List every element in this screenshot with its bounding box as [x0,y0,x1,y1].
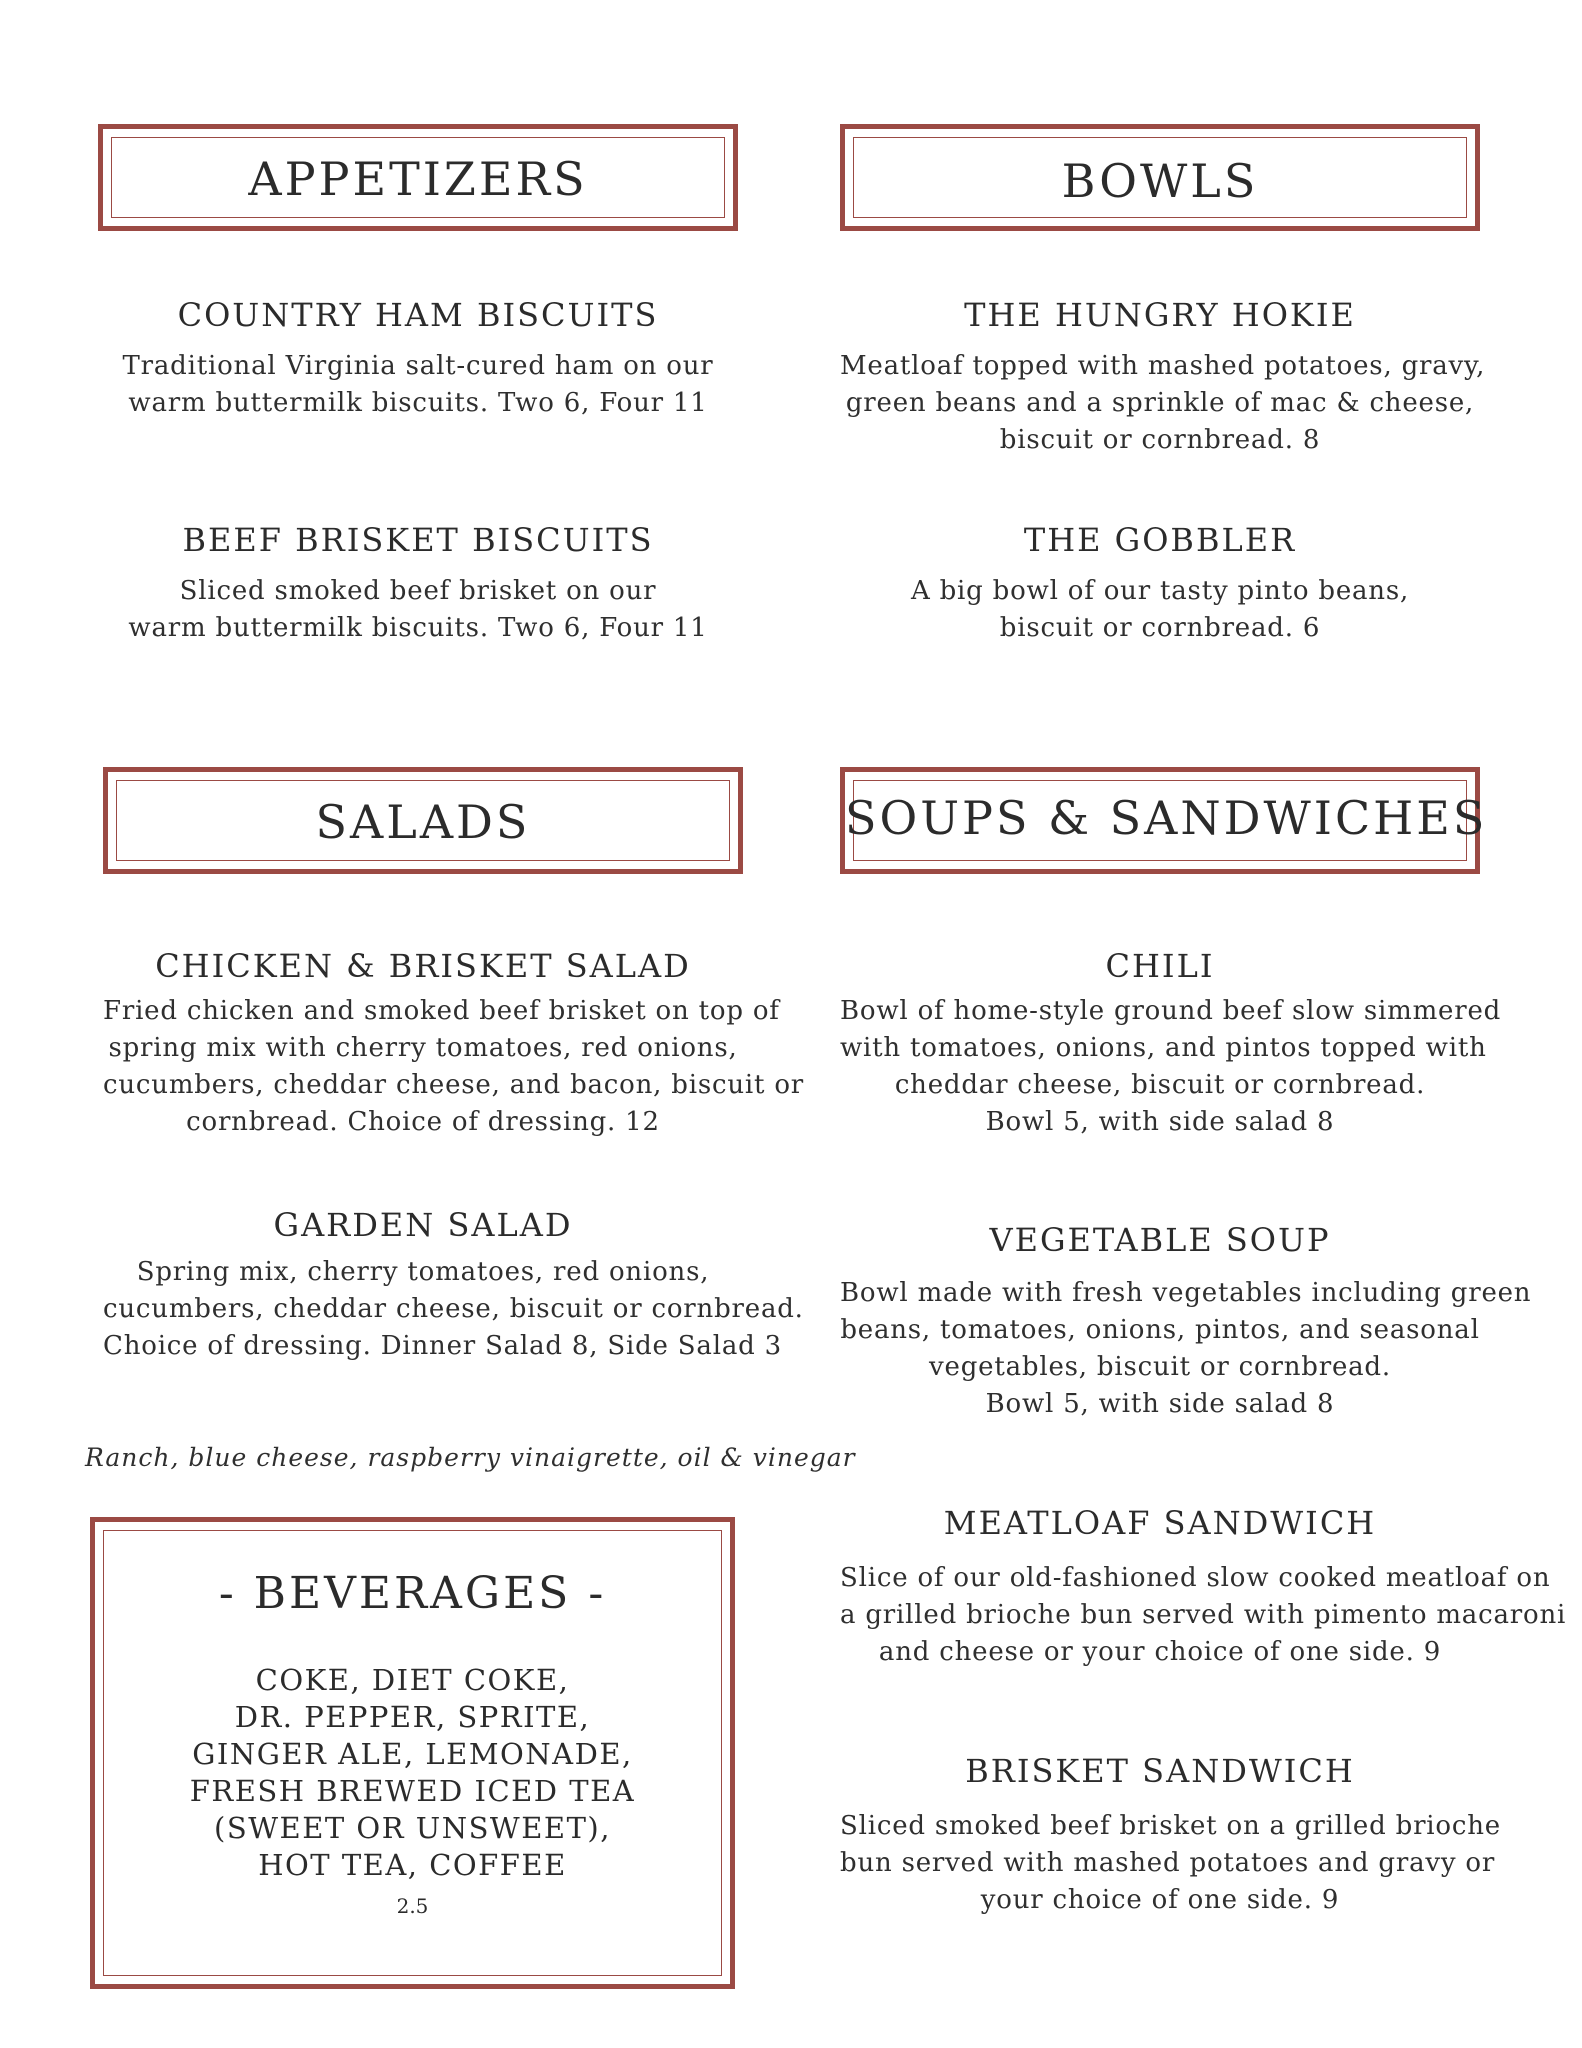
description-line: cucumbers, cheddar cheese, and bacon, biscuit or [103,1070,805,1100]
description-line: beans, tomatoes, onions, pintos, and seasonal [840,1315,1480,1345]
item-name: CHILI [1105,947,1215,985]
item-description [840,1808,1501,1919]
item-name: GARDEN SALAD [273,1206,573,1244]
item-name: COUNTRY HAM BISCUITS [177,296,659,334]
item-name: MEATLOAF SANDWICH [943,1504,1377,1542]
description-line: cornbread. Choice of dressing. 12 [186,1107,660,1137]
menu-item-the-gobbler [840,521,1480,647]
beverage-line: DR. PEPPER, SPRITE, [234,1700,591,1734]
menu-item-chicken-brisket-salad [103,947,805,1141]
item-description [840,993,1502,1141]
menu-item-the-hungry-hokie [840,296,1486,459]
description-line: green beans and a sprinkle of mac & cheese, [845,388,1475,418]
beverage-price: 2.5 [396,1894,429,1918]
description-line: spring mix with cherry tomatoes, red onions, [108,1033,738,1063]
description-line: Meatloaf topped with mashed potatoes, gravy, [840,351,1486,381]
menu-item-brisket-sandwich [840,1752,1501,1919]
menu-item-meatloaf-sandwich [840,1504,1567,1671]
beverage-line: GINGER ALE, LEMONADE, [192,1737,633,1771]
beverage-line: (SWEET OR UNSWEET), [214,1811,611,1845]
section-title: SALADS [315,795,531,849]
description-line: Spring mix, cherry tomatoes, red onions, [136,1257,710,1287]
description-line: and cheese or your choice of one side. 9 [878,1637,1442,1667]
section-title: BOWLS [1061,154,1259,208]
item-description [103,993,805,1141]
beverages-box [90,1517,735,1989]
menu-item-chili [840,947,1502,1141]
appetizers-header [98,124,738,231]
menu-item-garden-salad [103,1206,804,1365]
description-line: Sliced smoked beef brisket on a grilled brioche [840,1811,1501,1841]
description-line: Traditional Virginia salt-cured ham on our [122,351,714,381]
description-line: Choice of dressing. Dinner Salad 8, Side Salad 3 [103,1331,782,1361]
item-description [840,1560,1567,1671]
description-line: warm buttermilk biscuits. Two 6, Four 11 [128,613,708,643]
description-line: with tomatoes, onions, and pintos topped with [840,1033,1487,1063]
item-name: CHICKEN & BRISKET SALAD [155,947,691,985]
description-line: Sliced smoked beef brisket on our [179,576,657,606]
description-line: Bowl 5, with side salad 8 [985,1107,1335,1137]
item-description [840,1275,1532,1423]
description-line: biscuit or cornbread. 6 [999,613,1321,643]
item-name: BEEF BRISKET BISCUITS [182,521,654,559]
item-name: BRISKET SANDWICH [965,1752,1355,1790]
soups-sandwiches-header [840,767,1488,874]
description-line: Slice of our old-fashioned slow cooked meatloaf on [840,1563,1551,1593]
beverage-line: FRESH BREWED ICED TEA [189,1774,636,1808]
section-title: APPETIZERS [248,152,588,206]
description-line: Bowl 5, with side salad 8 [985,1389,1335,1419]
description-line: A big bowl of our tasty pinto beans, [910,576,1410,606]
item-description [103,1254,804,1365]
item-name: THE GOBBLER [1023,521,1297,559]
item-description [840,573,1480,647]
section-title: - BEVERAGES - [218,1568,607,1619]
description-line: your choice of one side. 9 [980,1885,1340,1915]
item-description [840,348,1486,459]
description-line: bun served with mashed potatoes and gravy or [840,1848,1496,1878]
dressing-options: Ranch, blue cheese, raspberry vinaigrette, oil & vinegar [85,1443,856,1472]
description-line: cucumbers, cheddar cheese, biscuit or cornbread. [103,1294,804,1324]
item-name: VEGETABLE SOUP [989,1221,1331,1259]
item-description [98,573,738,647]
description-line: Fried chicken and smoked beef brisket on top of [103,996,780,1026]
salads-header [103,767,743,874]
section-title: SOUPS & SANDWICHES [845,791,1488,845]
menu-item-country-ham-biscuits [98,296,738,422]
description-line: Bowl made with fresh vegetables including green [840,1278,1532,1308]
description-line: biscuit or cornbread. 8 [999,425,1321,455]
description-line: cheddar cheese, biscuit or cornbread. [894,1070,1426,1100]
description-line: a grilled brioche bun served with pimento macaroni [840,1600,1567,1630]
beverage-line: HOT TEA, COFFEE [258,1848,567,1882]
item-description [98,348,738,422]
menu-item-beef-brisket-biscuits [98,521,738,647]
beverage-list [95,1662,730,1884]
beverage-line: COKE, DIET COKE, [255,1663,570,1697]
bowls-header [840,124,1480,231]
description-line: Bowl of home-style ground beef slow simmered [840,996,1502,1026]
description-line: vegetables, biscuit or cornbread. [929,1352,1391,1382]
item-name: THE HUNGRY HOKIE [964,296,1356,334]
menu-item-vegetable-soup [840,1221,1532,1423]
description-line: warm buttermilk biscuits. Two 6, Four 11 [128,388,708,418]
